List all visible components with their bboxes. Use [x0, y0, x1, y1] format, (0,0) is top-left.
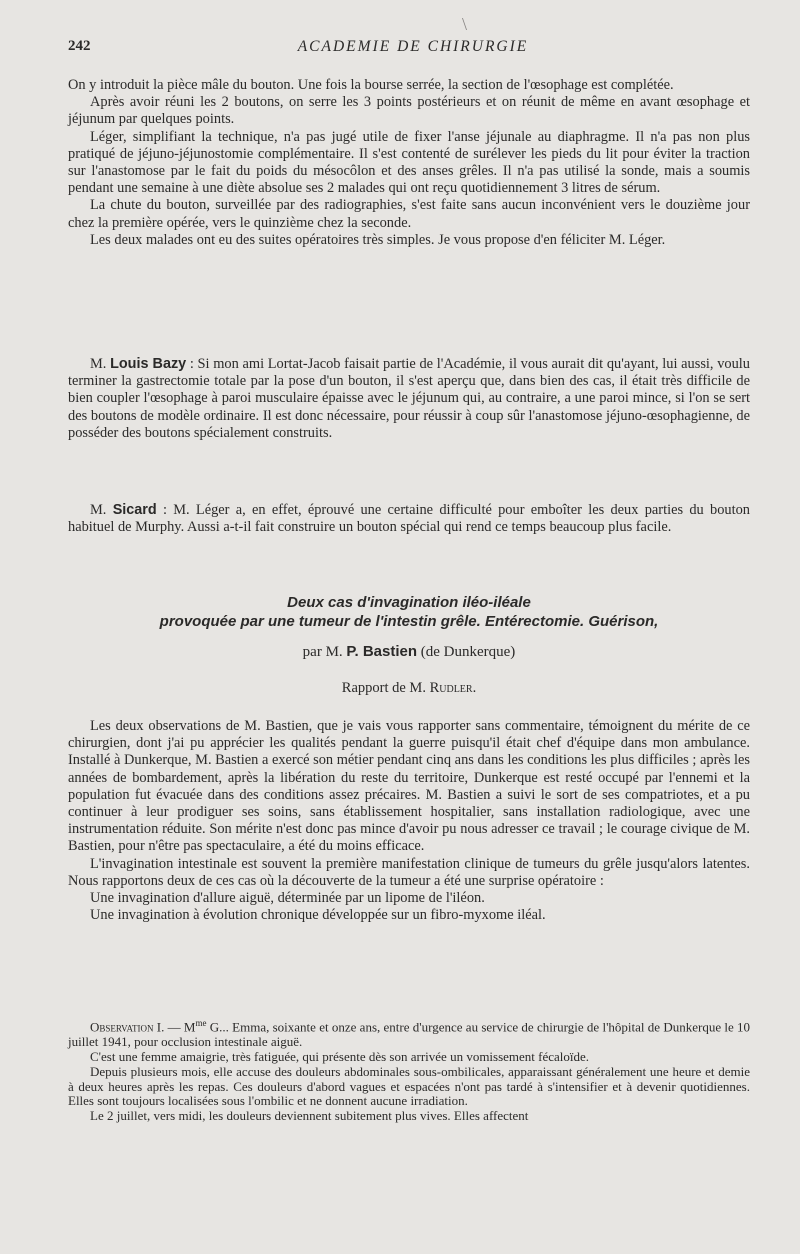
- running-title: ACADEMIE DE CHIRURGIE: [297, 38, 529, 55]
- reporter-name: Rudler.: [429, 680, 477, 696]
- speaker-name: Sicard: [112, 502, 157, 518]
- paragraph: On y introduit la pièce mâle du bouton. Une fois la bourse serrée, la section de l'œsophage est complétée.: [68, 77, 674, 93]
- intervention-paragraph: M. Sicard : M. Léger a, en effet, éprouvé une certaine difficulté pour emboîter les deux parties du bouton habituel de Murphy. Aussi a-t-il fait construire un bouton spécial qui rend ce temps beaucoup plus facile.: [68, 502, 751, 536]
- paragraph: Après avoir réuni les 2 boutons, on serre les 3 points postérieurs et on réunit de même en avant œsophage et jéjunum par quelques points.: [68, 94, 750, 128]
- speaker-name: Louis Bazy: [110, 356, 187, 372]
- paragraph: La chute du bouton, surveillée par des radiographies, s'est faite sans aucun inconvénient vers le douzième jour chez la première opérée, vers le quinzième chez la seconde.: [68, 197, 750, 231]
- article-body: [68, 718, 750, 924]
- article-heading: [68, 593, 750, 631]
- page-number: 242: [68, 38, 91, 54]
- paragraph: Une invagination d'allure aiguë, déterminée par un lipome de l'iléon.: [90, 890, 485, 907]
- page-mark: \: [462, 14, 468, 34]
- article-title-line-1: Deux cas d'invagination iléo-iléale: [287, 594, 531, 611]
- paragraph: Le 2 juillet, vers midi, les douleurs deviennent subitement plus vives. Elles affectent: [90, 1108, 529, 1124]
- intervention-paragraph: M. Louis Bazy : Si mon ami Lortat-Jacob faisait partie de l'Académie, il vous aurait dit qu'ayant, lui aussi, voulu terminer la gastrectomie totale par la pose d'un bouton, il s'est aperçu que, dans bien des cas, il était très difficile de bien coupler l'œsophage à paroi musculaire épaisse avec le jéjunum qui, au contraire, a une paroi mince, si l'on se sert des boutons de modèle ordinaire. Il est donc nécessaire, pour réussir à coup sûr l'anastomose jéjuno-œsophagienne, de posséder des boutons spécialement construits.: [68, 356, 750, 441]
- top-section: [68, 77, 750, 249]
- intervention-sicard: [68, 502, 750, 536]
- paragraph: Les deux malades ont eu des suites opératoires très simples. Je vous propose d'en féliciter M. Léger.: [90, 231, 666, 248]
- report-line: Rapport de M. Rudler.: [341, 680, 477, 696]
- paragraph: Les deux observations de M. Bastien, que je vais vous rapporter sans commentaire, témoignent du mérite de ce chirurgien, dont j'ai pu apprécier les qualités pendant la guerre puisqu'il était chef d'équipe dans mon ambulance. Installé à Dunkerque, M. Bastien a exercé son métier pendant cinq ans dans les conditions les plus difficiles ; après les années de bombardement, après la libération du reste du territoire, Dunkerque est resté occupé par l'ennemi et la population fut évacuée dans des conditions assez précaires. M. Bastien a suivi le sort de ses compatriotes, et a pu continuer à leur prodiguer ses soins, sans établissement hospitalier, sans installation radiologique, avec une instrumentation réduite. Son mérite n'est donc pas mince d'avoir pu nous adresser ce travail ; le courage civique de M. Bastien, pour n'être pas spectaculaire, a été du moins efficace.: [68, 718, 750, 855]
- article-title-line-2: provoquée par une tumeur de l'intestin grêle. Entérectomie. Guérison,: [159, 613, 659, 630]
- observation-intro: Observation I. — $M^{me}$ G... Emma, soixante et onze ans, entre d'urgence au service de chirurgie de l'hôpital de Dunkerque le 10 juillet 1941, pour occlusion intestinale aiguë.: [68, 1018, 751, 1050]
- paragraph: L'invagination intestinale est souvent la première manifestation clinique de tumeurs du grêle jusqu'alors latentes. Nous rapportons deux de ces cas où la découverte de la tumeur a été une surprise opératoire :: [68, 855, 750, 889]
- byline: par M. P. Bastien (de Dunkerque): [302, 643, 516, 660]
- paragraph: Une invagination à évolution chronique développée sur un fibro-myxome iléal.: [90, 907, 546, 924]
- page-header: [68, 38, 758, 58]
- observation-label: Observation I.: [90, 1019, 165, 1035]
- paragraph: C'est une femme amaigrie, très fatiguée, qui présente dès son arrivée un vomissement fécaloïde.: [90, 1048, 590, 1064]
- paragraph: Léger, simplifiant la technique, n'a pas jugé utile de fixer l'anse jéjunale au diaphragme. Il n'a pas non plus pratiqué de jéjuno-jéjunostomie complémentaire. Il s'est contenté de surélever les pieds du lit pour éviter la traction sur l'anastomose par le fait du poids du mésocôlon et des anses grêles. Il n'a pas utilisé la sonde, mais a soumis pendant une semaine à une diète absolue ses 2 malades qui ont reçu quotidiennement 3 litres de sérum.: [68, 128, 750, 197]
- paragraph: Depuis plusieurs mois, elle accuse des douleurs abdominales sous-ombilicales, apparaissant généralement une heure et demie à deux heures après les repas. Ces douleurs d'abord vagues et espacées n'ont pas tardé à s'intensifier et à devenir quotidiennes. Elles sont toujours localisées sous l'ombilic et ne donnent aucune irradiation.: [68, 1063, 750, 1109]
- intervention-bazy: [68, 356, 750, 442]
- author-name: P. Bastien: [346, 643, 418, 660]
- observation-section: [68, 1016, 750, 1124]
